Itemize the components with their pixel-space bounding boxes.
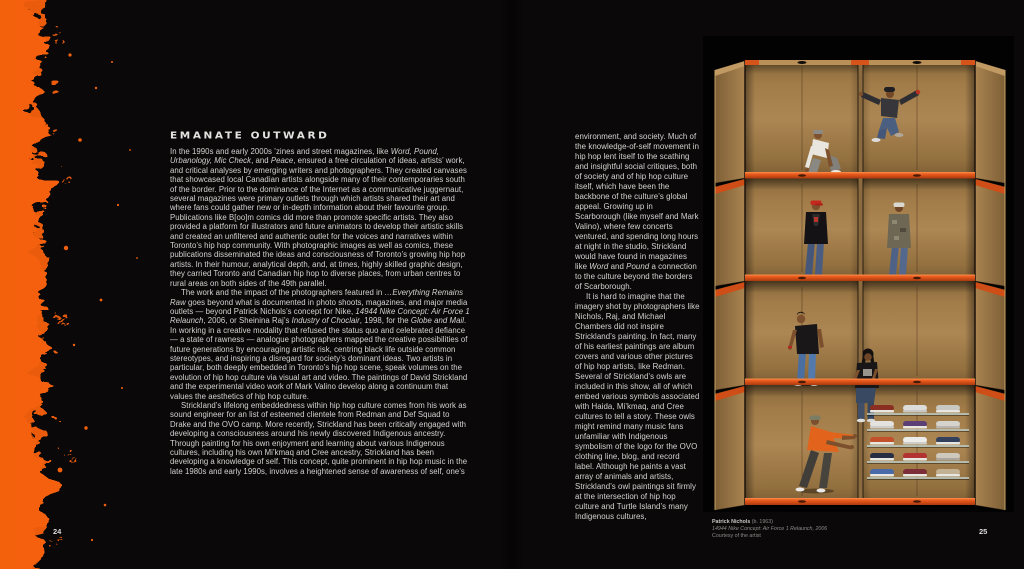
shoebox-sculpture (703, 36, 1014, 512)
page-number-right: 25 (979, 527, 988, 536)
paragraph-2: The work and the impact of the photographers featured in …Everything Remains Raw goes beyond what is documented in photo shoots, magazines, and major media outlets — beyond Patrick Nichols’s concept for Nike, 14944 Nike Concept: Air Force 1 Relaunch, 2006, or Sheinina Raj’s Industry of Choclair, 1998, for the Globe and Mail. In working in a creative modality that refused the status quo and celebrated defiance — a state of rawness — analogue photographers mapped the creative possibilities of future generations by encouraging artistic risk, centring black life outside common stereotypes, and inspiring a disregard for society’s dominant ideas. Two artists in particular, both deeply embedded in Toronto’s hip hop scene, speak volumes on the evolution of hip hop culture via visual art and video. The paintings of David Strickland and the experimental video work of Mark Valino develop along a continuum that values the aesthetics of hip hop culture. (170, 288, 470, 401)
paragraph-3: Strickland’s lifelong embeddedness within hip hop culture comes from his work as sound engineer for an list of esteemed clientele from Redman and Def Squad to Drake and the OVO camp. More recently, Strickland has been critically engaged with developing a consciousness around his newly discovered Indigenous ancestry. Through painting for his own enjoyment and learning about various Indigenous cultures, including his own Mi’kmaq and Cree ancestry, Strickland has been developing a knowledge of self. This concept, quite prominent in hip hop music in the late 1980s and early 1990s, involves a heightened sense of awareness of self, one’s (170, 400, 468, 476)
page-gutter (500, 0, 524, 569)
article-left-column (170, 130, 472, 476)
paragraph-1: In the 1990s and early 2000s ’zines and street magazines, like Word, Pound, Urbanology, Mic Check, and Peace, ensured a free circulation of ideas, artists’ work, and critical analyses by emerging writers and photographers. They created canvases that showcased local Canadian artists alongside many of their contemporaries south of the border. Prior to the dominance of the Internet as a communicative juggernaut, several magazines were primary outlets through which artists shared their art and where fans could gather new or in-depth information about their favourite group. Publications like B[oo]m comics did more than promote specific artists. They also provided a platform for illustrators and future animators to develop their artistic skills and created an unfiltered and authentic outlet for the voices and narratives within Toronto’s hip hop community. With photographic images as well as comics, these publications disseminated the ideas and consciousness of Toronto’s growing hip hop artists. In their humour, analytical depth, and, at times, highly skilled graphic design, they carried Toronto and Canadian hip hop to diverse places, from urban centres to rural areas on both sides of the 49th parallel. (170, 147, 467, 288)
box-top-edge (745, 60, 975, 65)
caption-birth: (b. 1963) (750, 519, 773, 525)
caption-artist: Patrick Nichols (712, 519, 751, 525)
article-heading: EMANATE OUTWARD (170, 130, 330, 142)
artwork-photo (703, 36, 1014, 512)
paragraph-5: It is hard to imagine that the imagery shot by photographers like Nichols, Raj, and Michael Chambers did not inspire Strickland’s painting. In fact, many of his earliest paintings are album covers and various other pictures of hip hop artists, like Redman. Several of Strickland’s owls are included in this show, all of which embed various symbols associated with Haida, Mi’kmaq, and Cree cultures to tell a story. These owls might remind many music fans unfamiliar with Indigenous symbolism of the logo for the OVO clothing line, blog, and record label. Although he paints a vast array of animals and artists, Strickland’s owl paintings sit firmly at the intersection of hip hop culture and Turtle Island’s many Indigenous cultures, (575, 292, 700, 521)
caption-title: 14944 Nike Concept: Air Force 1 Relaunch, 2006 (712, 525, 828, 532)
caption-artist-line (712, 519, 827, 526)
article-right-column (575, 132, 700, 522)
photo-caption (712, 519, 827, 540)
paint-splatter (0, 0, 160, 569)
caption-credit: Courtesy of the artist (712, 532, 761, 539)
page-number-left: 24 (53, 527, 62, 536)
paragraph-4: environment, and society. Much of the knowledge-of-self movement in hip hop lent itself to the scathing and insightful social critiques, both of society and of hip hop culture itself, which have been the backbone of the culture’s global appeal. Growing up in Scarborough (like myself and Mark Valino), where few concerts ventured, and spending long hours at night in the studio, Strickland would have found in magazines like Word and Pound a connection to the culture beyond the borders of Scarborough. (575, 132, 700, 291)
